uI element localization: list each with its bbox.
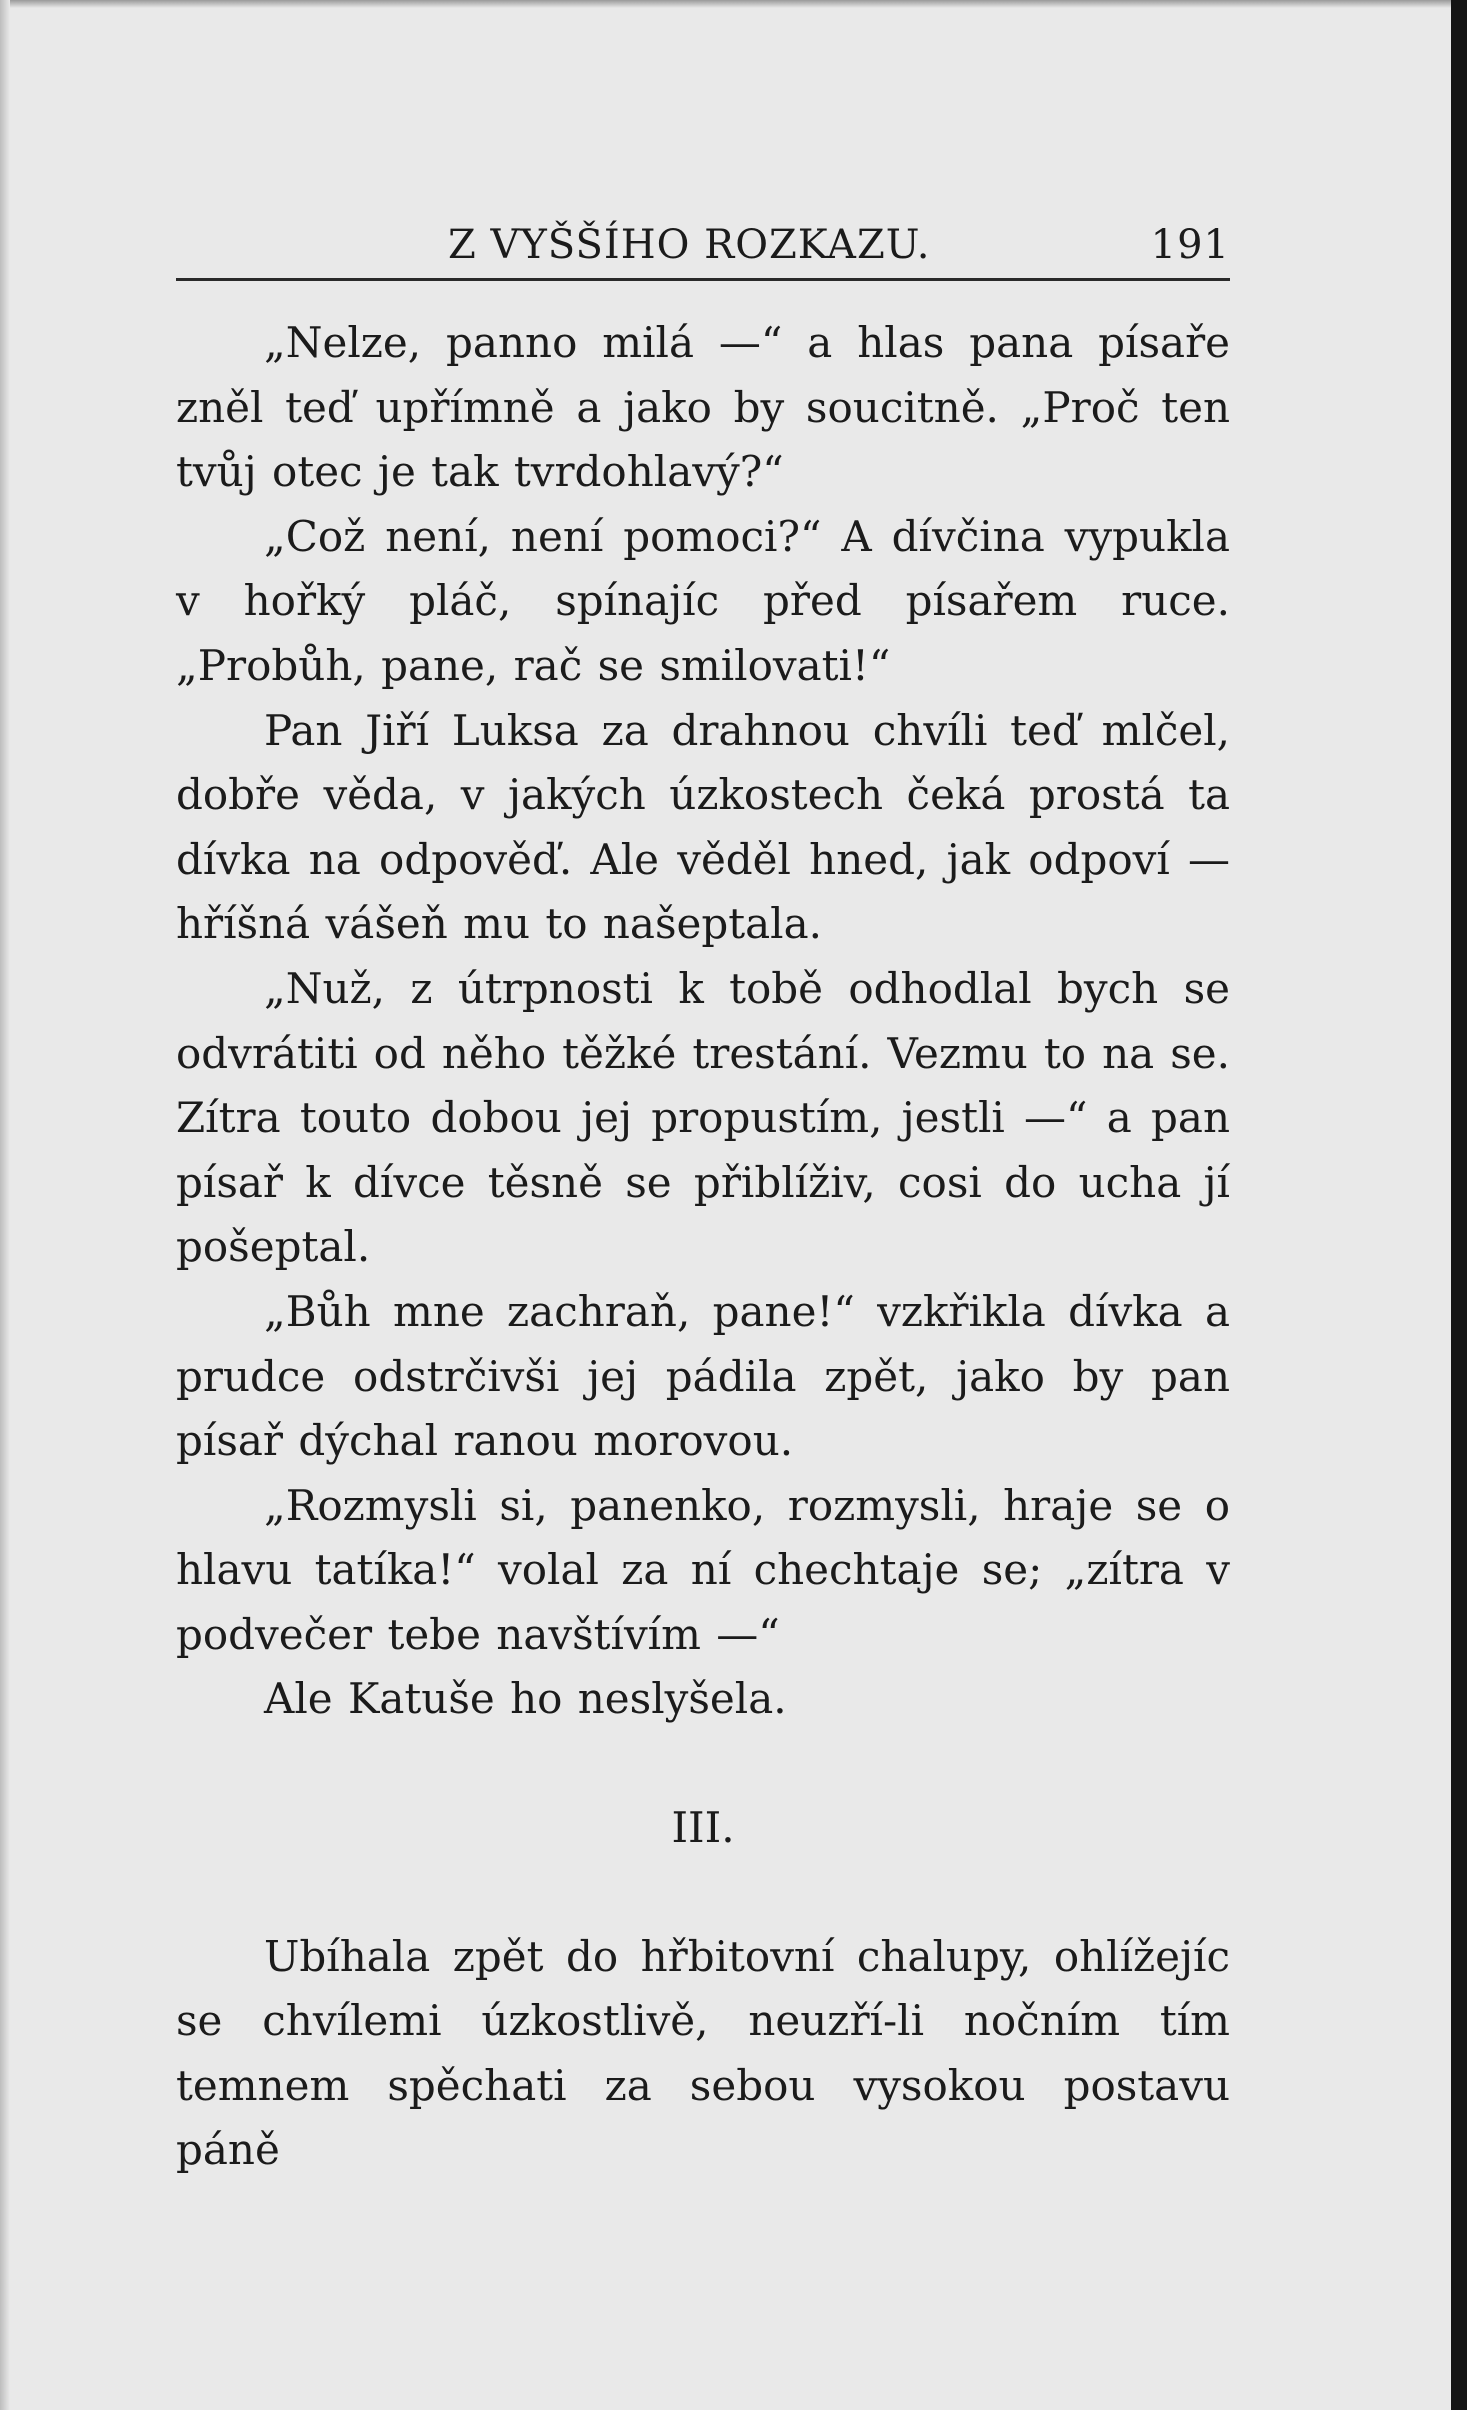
paragraph: „Nelze, panno milá —“ a hlas pana písaře zněl teď upřímně a jako by soucitně. „Proč ten tvůj otec je tak tvrdohlavý?“	[176, 318, 1230, 497]
page-header	[176, 210, 1230, 270]
paragraph: Pan Jiří Luksa za drahnou chvíli teď mlčel, dobře věda, v jakých úzkostech čeká prostá ta dívka na odpověď. Ale věděl hned, jak odpoví — hříšná vášeň mu to našeptala.	[176, 705, 1230, 949]
page-number: 191	[1150, 222, 1230, 268]
scan-edge-right	[1451, 0, 1467, 2410]
scan-edge-left	[0, 0, 10, 2410]
paragraph: „Bůh mne zachraň, pane!“ vzkřikla dívka a prudce odstrčivši jej pádila zpět, jako by pan písař dýchal ranou morovou.	[176, 1286, 1230, 1466]
scan-edge-top	[0, 0, 1467, 8]
running-title: Z VYŠŠÍHO ROZKAZU.	[448, 222, 931, 268]
header-rule	[176, 278, 1230, 281]
paragraph: Ale Katuše ho neslyšela.	[264, 1674, 787, 1724]
section-heading: III.	[671, 1803, 735, 1853]
paragraph: „Což není, není pomoci?“ A dívčina vypukla v hořký pláč, spínajíc před písařem ruce. „Probůh, pane, rač se smilovati!“	[176, 511, 1230, 690]
book-page	[176, 210, 1230, 2183]
paragraph: „Nuž, z útrpnosti k tobě odhodlal bych se odvrátiti od něho těžké trestání. Vezmu to na se. Zítra touto dobou jej propustím, jestli —“ a pan písař k dívce těsně se přiblíživ, cosi do ucha jí pošeptal.	[176, 963, 1230, 1272]
paragraph: „Rozmysli si, panenko, rozmysli, hraje se o hlavu tatíka!“ volal za ní chechtaje se; „zítra v podvečer tebe navštívím —“	[176, 1480, 1230, 1659]
paragraph: Ubíhala zpět do hřbitovní chalupy, ohlížejíc se chvílemi úzkostlivě, neuzří-li nočním tím temnem spěchati za sebou vysokou postavu páně	[176, 1931, 1230, 2175]
body-text	[176, 311, 1230, 2183]
